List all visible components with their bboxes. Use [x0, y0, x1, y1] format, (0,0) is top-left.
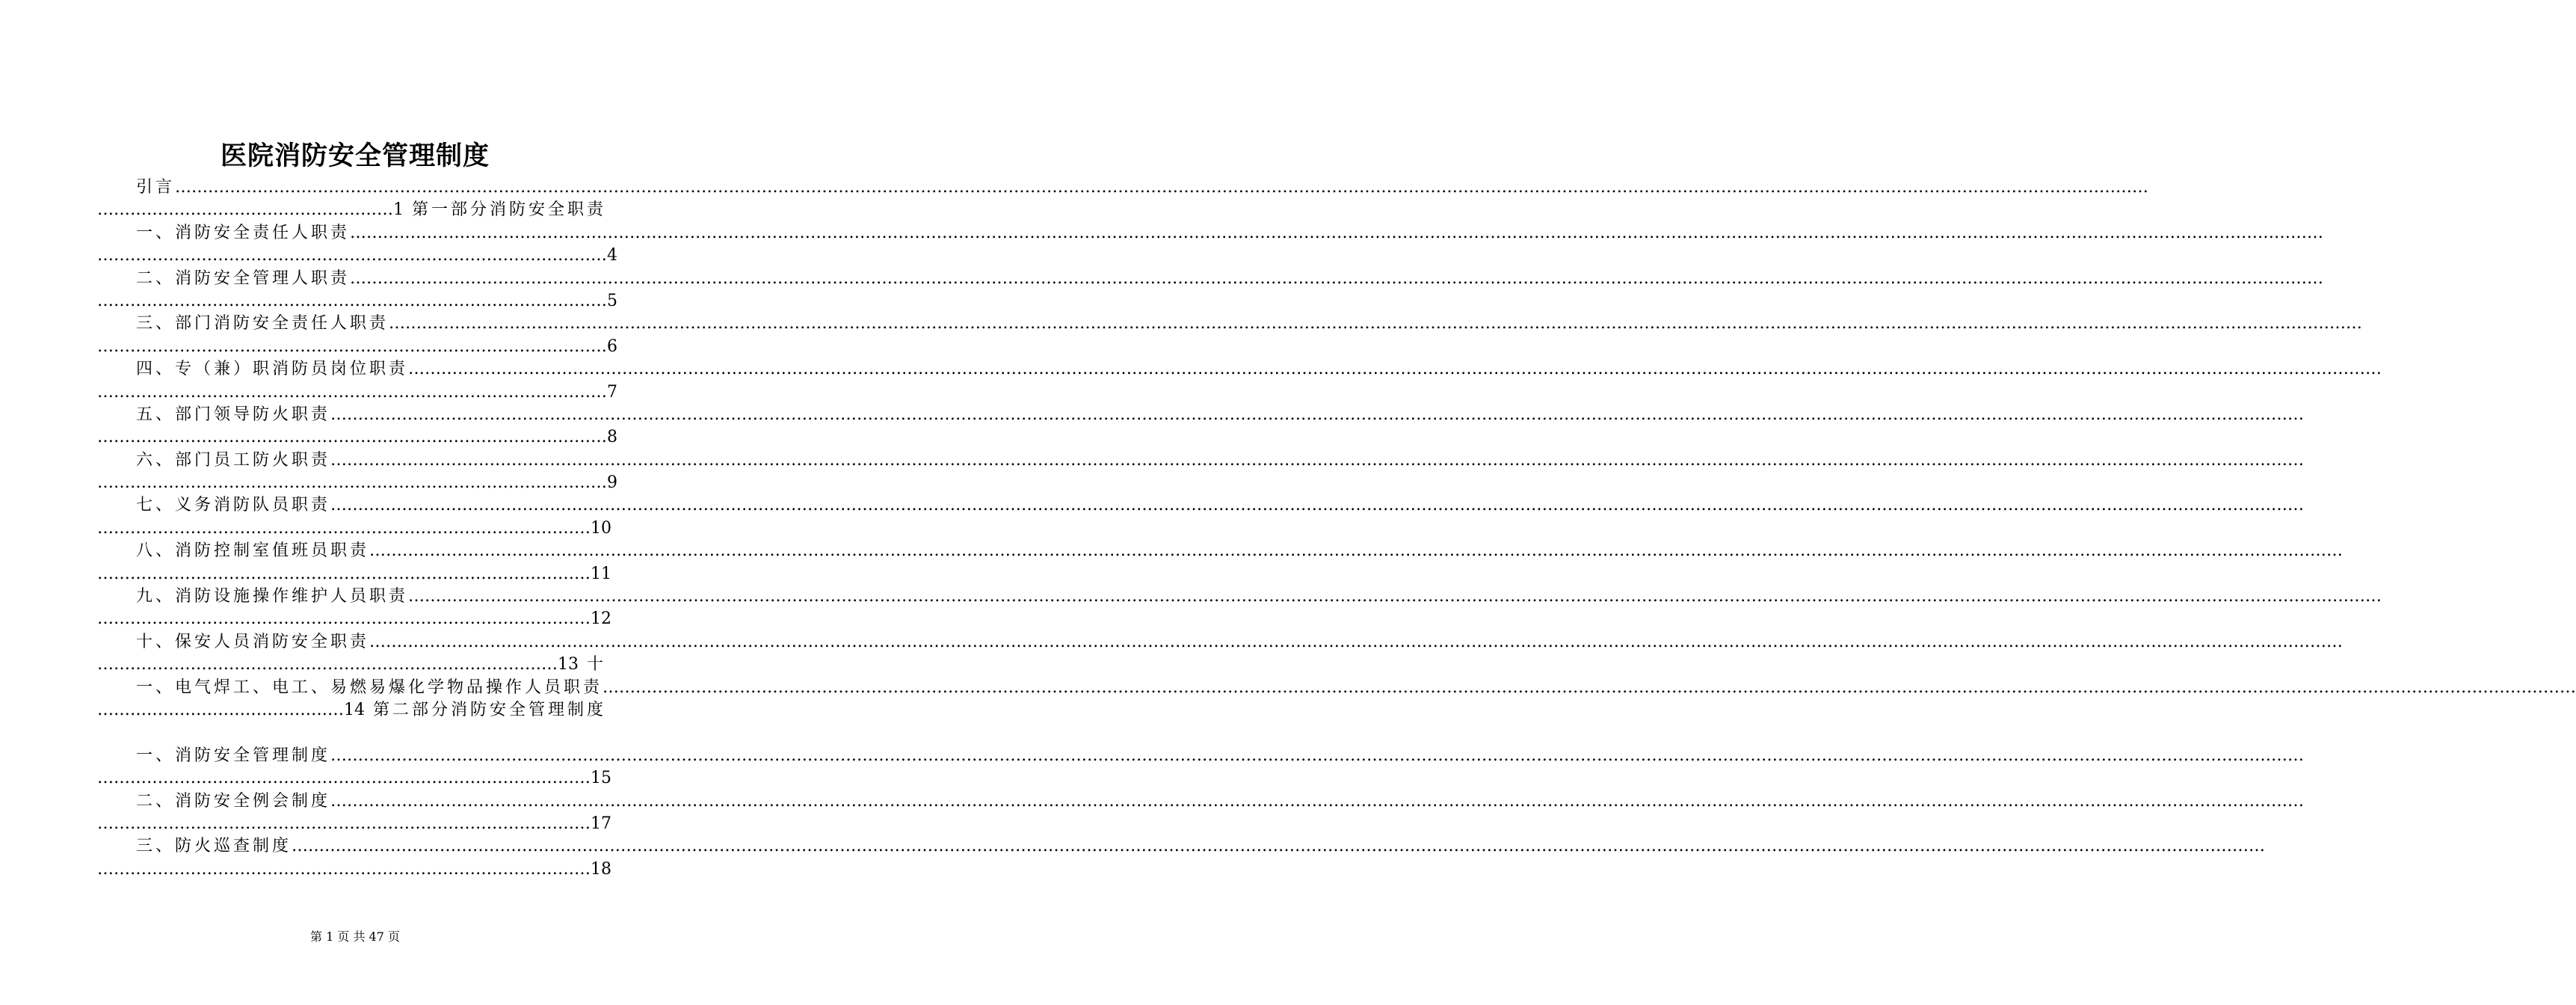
toc-page-number: 17 — [591, 814, 611, 833]
toc-leader-dots: ……………………………………………………………………………………………………………………………………………………………………………………………………………………………………………………………………………………………………………………………… — [330, 791, 2304, 811]
toc-entry-title[interactable]: 三、部门消防安全责任人职责 — [136, 314, 389, 334]
toc-leader-dots: ………………………………………………………………………… — [97, 655, 558, 674]
toc-leader-dots: ………………………………………………………………………………… — [97, 246, 607, 265]
toc-entry-title[interactable]: 引言 — [136, 178, 176, 197]
toc-page-number: 10 — [591, 518, 611, 538]
toc-leader-dots: ……………………………………………………………………………………………………………………………………………………………………………………………………………………………………………………………………………………………………………………………… — [408, 587, 2382, 606]
toc-page-number: 8 — [607, 428, 617, 447]
toc-leader-dots: ……………………………………………………………………………………………………………………………………………………………………………………………………………………………………………………………………………………………………………………………… — [175, 178, 2148, 197]
toc-line — [97, 404, 2304, 426]
toc-line — [97, 313, 2362, 335]
toc-line — [97, 494, 2304, 517]
toc-leader-dots: ………………………………………………………………………………… — [97, 473, 607, 493]
toc-leader-dots: ……………………………………………………………………………………………………………………………………………………………………………………………………………………………………………………………………………………………………………………………… — [350, 223, 2323, 242]
toc-leader-dots: ……………………………………………………………………………………………………………………………………………………………………………………………………………………………………………………………………………………………………………………………… — [330, 496, 2304, 515]
page-title: 医院消防安全管理制度 — [220, 141, 490, 171]
toc-line — [97, 858, 620, 881]
toc-trailing-text: 十 — [579, 655, 606, 674]
toc-line — [97, 608, 620, 630]
toc-page-number: 6 — [607, 336, 617, 356]
toc-leader-dots: ………………………………………………………………………………… — [97, 428, 607, 447]
toc-page-number: 5 — [607, 291, 617, 310]
toc-line — [97, 426, 620, 449]
toc-line — [97, 563, 620, 586]
toc-line — [97, 176, 2148, 199]
toc-entry-title[interactable]: 十、保安人员消防安全职责 — [136, 632, 370, 651]
toc-line — [97, 540, 2343, 562]
toc-leader-dots: ……………………………………………………………………………………………………………………………………………………………………………………………………………………………………………………………………………………………………………………………… — [408, 360, 2382, 379]
toc-entry-title[interactable]: 七、义务消防队员职责 — [136, 496, 331, 515]
toc-entry-title[interactable]: 二、消防安全例会制度 — [136, 791, 331, 811]
toc-line — [97, 268, 2323, 290]
toc-leader-dots: ……………………………………………………………………………… — [97, 769, 591, 788]
toc-page-number: 13 — [558, 655, 579, 674]
toc-leader-dots: ……………………………………………………………………………… — [97, 859, 591, 879]
toc-leader-dots: ……………………………………………………………………………………………………………………………………………………………………………………………………………………………………………………………………………………………………………………………… — [330, 450, 2304, 470]
toc-leader-dots: ……………………………………………………………………………………………………………………………………………………………………………………………………………………………………………………………………………………………………………………………… — [369, 541, 2343, 561]
toc-trailing-text: 第一部分消防安全职责 — [404, 200, 606, 220]
toc-entry-title[interactable]: 二、消防安全管理人职责 — [136, 268, 351, 288]
toc-line — [97, 722, 620, 744]
toc-line — [97, 336, 620, 358]
toc-leader-dots: ………………………………………………………………………………… — [97, 291, 607, 310]
toc-leader-dots: ……………………………………………………………………………………………………………………………………………………………………………………………………………………………………………………………………………………………………………………………… — [603, 677, 2576, 697]
toc-entry-title[interactable]: 三、防火巡查制度 — [136, 837, 292, 856]
toc-leader-dots: ………………………………………………………………………………… — [97, 336, 607, 356]
toc-entry-title[interactable]: 一、电气焊工、电工、易燃易爆化学物品操作人员职责 — [136, 677, 603, 697]
toc-line — [97, 677, 2576, 699]
toc-page-number: 15 — [591, 769, 611, 788]
page-footer: 第 1 页 共 47 页 — [310, 929, 400, 944]
toc-line — [97, 699, 620, 722]
toc-leader-dots: ……………………………………………………………………………… — [97, 518, 591, 538]
toc-leader-dots: ……………………………………………………………………………… — [97, 814, 591, 833]
toc-entry-title[interactable]: 四、专（兼）职消防员岗位职责 — [136, 360, 409, 379]
toc-line — [97, 472, 620, 494]
toc-line — [97, 813, 620, 835]
toc-line — [97, 517, 620, 540]
toc-entry-title[interactable]: 八、消防控制室值班员职责 — [136, 541, 370, 561]
toc-leader-dots: ……………………………………………………………………………………………………………………………………………………………………………………………………………………………………………………………………………………………………………………………… — [330, 746, 2304, 765]
toc-line — [97, 767, 620, 790]
toc-line — [97, 222, 2323, 245]
toc-leader-dots: ……………………………………………………………………………… — [97, 609, 591, 629]
toc-leader-dots: ……………………………………………………………………………………………………………………………………………………………………………………………………………………………………………………………………………………………………………………………… — [389, 314, 2362, 334]
toc-page-number: 1 — [393, 200, 404, 220]
toc-line — [97, 745, 2304, 767]
toc-entry-title[interactable]: 九、消防设施操作维护人员职责 — [136, 587, 409, 606]
toc-leader-dots: ………………………………………………………………………………… — [97, 382, 607, 402]
toc-page-number: 4 — [607, 246, 617, 265]
toc-line — [97, 245, 620, 267]
toc-entry-title[interactable]: 五、部门领导防火职责 — [136, 405, 331, 424]
toc-entry-title[interactable]: 一、消防安全责任人职责 — [136, 223, 351, 242]
toc-trailing-text: 第二部分消防安全管理制度 — [365, 700, 606, 719]
toc-line — [97, 358, 2382, 381]
toc-line — [97, 586, 2382, 608]
toc-line — [97, 199, 620, 221]
toc-entry-title[interactable]: 一、消防安全管理制度 — [136, 746, 331, 765]
toc-page-number: 14 — [344, 700, 365, 719]
toc-leader-dots: ……………………………………… — [97, 700, 344, 719]
toc-page-number: 12 — [591, 609, 611, 629]
toc-page-number: 11 — [591, 564, 611, 583]
toc-page-number: 9 — [607, 473, 617, 493]
toc-page-number: 7 — [607, 382, 617, 402]
toc-line — [97, 290, 620, 313]
toc-leader-dots: ……………………………………………………………………………… — [97, 564, 591, 583]
toc-line — [97, 381, 620, 404]
toc-line — [97, 654, 620, 676]
toc-leader-dots: ……………………………………………… — [97, 200, 393, 220]
toc-leader-dots: ……………………………………………………………………………………………………………………………………………………………………………………………………………………………………………………………………………………………………………………………… — [330, 405, 2304, 424]
toc-line — [97, 449, 2304, 472]
toc-line — [97, 631, 2343, 654]
toc-line — [97, 790, 2304, 813]
toc-leader-dots: ……………………………………………………………………………………………………………………………………………………………………………………………………………………………………………………………………………………………………………………………… — [369, 632, 2343, 651]
toc-page-number: 18 — [591, 859, 611, 879]
toc-entry-title[interactable]: 六、部门员工防火职责 — [136, 450, 331, 470]
toc-leader-dots: ……………………………………………………………………………………………………………………………………………………………………………………………………………………………………………………………………………………………………………………………… — [350, 268, 2323, 288]
toc-line — [97, 835, 2265, 858]
toc-leader-dots: ……………………………………………………………………………………………………………………………………………………………………………………………………………………………………………………………………………………………………………………………… — [292, 837, 2265, 856]
table-of-contents — [97, 176, 2576, 881]
